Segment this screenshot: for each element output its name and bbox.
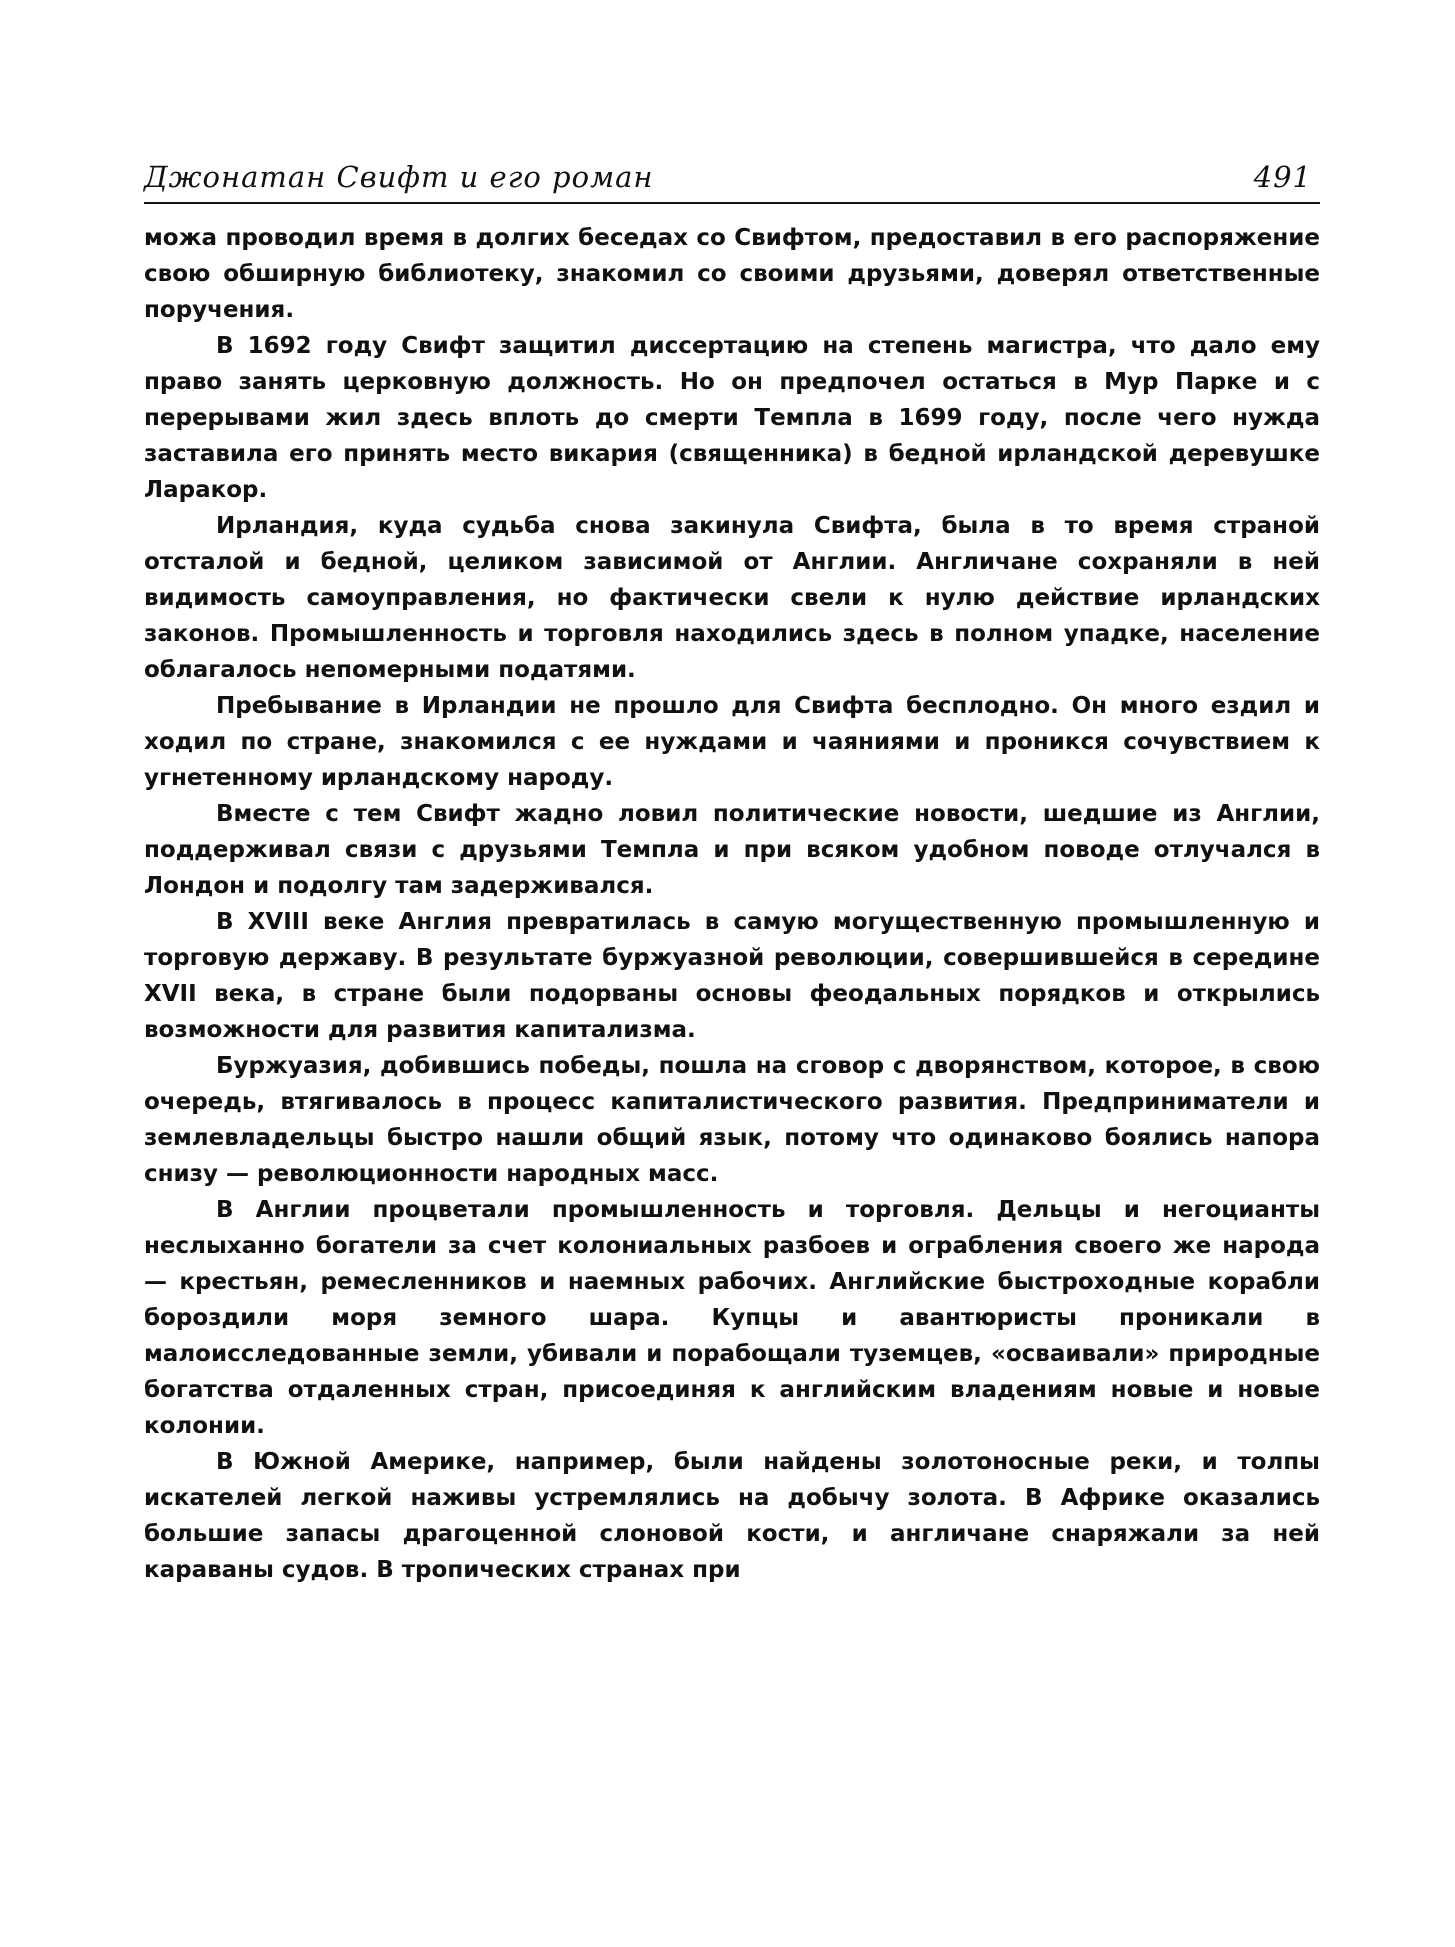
paragraph-9: В Южной Америке, например, были найдены золотоносные реки, и толпы искателей легкой наживы устремлялись на добычу золота. В Африке оказались большие запасы драгоценной слоновой кости, и англичане снаряжали за ней караваны судов. В тропических странах при [144,1449,1320,1583]
page-number: 491 [1253,160,1312,194]
paragraph-1: можа проводил время в долгих беседах со Свифтом, предоставил в его распоряжение свою обширную библиотеку, знакомил со своими друзьями, доверял ответственные поручения. [144,225,1320,323]
paragraph-7: Буржуазия, добившись победы, пошла на сговор с дворянством, которое, в свою очередь, втягивалось в процесс капиталистического развития. Предприниматели и землевладельцы быстро нашли общий язык, потому что одинаково боялись напора снизу — революционности народных масс. [144,1053,1320,1187]
paragraph-4: Пребывание в Ирландии не прошло для Свифта бесплодно. Он много ездил и ходил по стране, знакомился с ее нуждами и чаяниями и проникся сочувствием к угнетенному ирландскому народу. [144,693,1320,791]
running-head-title: Джонатан Свифт и его роман [144,160,654,194]
running-head [144,160,1320,204]
paragraph-3: Ирландия, куда судьба снова закинула Свифта, была в то время страной отсталой и бедной, целиком зависимой от Англии. Англичане сохраняли в ней видимость самоуправления, но фактически свели к нулю действие ирландских законов. Промышленность и торговля находились здесь в полном упадке, население облагалось непомерными податями. [144,513,1320,683]
body-text [144,220,1320,1588]
paragraph-2: В 1692 году Свифт защитил диссертацию на степень магистра, что дало ему право занять церковную должность. Но он предпочел остаться в Мур Парке и с перерывами жил здесь вплоть до смерти Темпла в 1699 году, после чего нужда заставила его принять место викария (священника) в бедной ирландской деревушке Ларакор. [144,333,1320,503]
book-page [144,160,1320,1588]
paragraph-6: В XVIII веке Англия превратилась в самую могущественную промышленную и торговую державу. В результате буржуазной революции, совершившейся в середине XVII века, в стране были подорваны основы феодальных порядков и открылись возможности для развития капитализма. [144,909,1320,1043]
paragraph-5: Вместе с тем Свифт жадно ловил политические новости, шедшие из Англии, поддерживал связи с друзьями Темпла и при всяком удобном поводе отлучался в Лондон и подолгу там задерживался. [144,801,1320,899]
paragraph-8: В Англии процветали промышленность и торговля. Дельцы и негоцианты неслыханно богатели за счет колониальных разбоев и ограбления своего же народа — крестьян, ремесленников и наемных рабочих. Английские быстроходные корабли бороздили моря земного шара. Купцы и авантюристы проникали в малоисследованные земли, убивали и порабощали туземцев, «осваивали» природные богатства отдаленных стран, присоединяя к английским владениям новые и новые колонии. [144,1197,1320,1439]
